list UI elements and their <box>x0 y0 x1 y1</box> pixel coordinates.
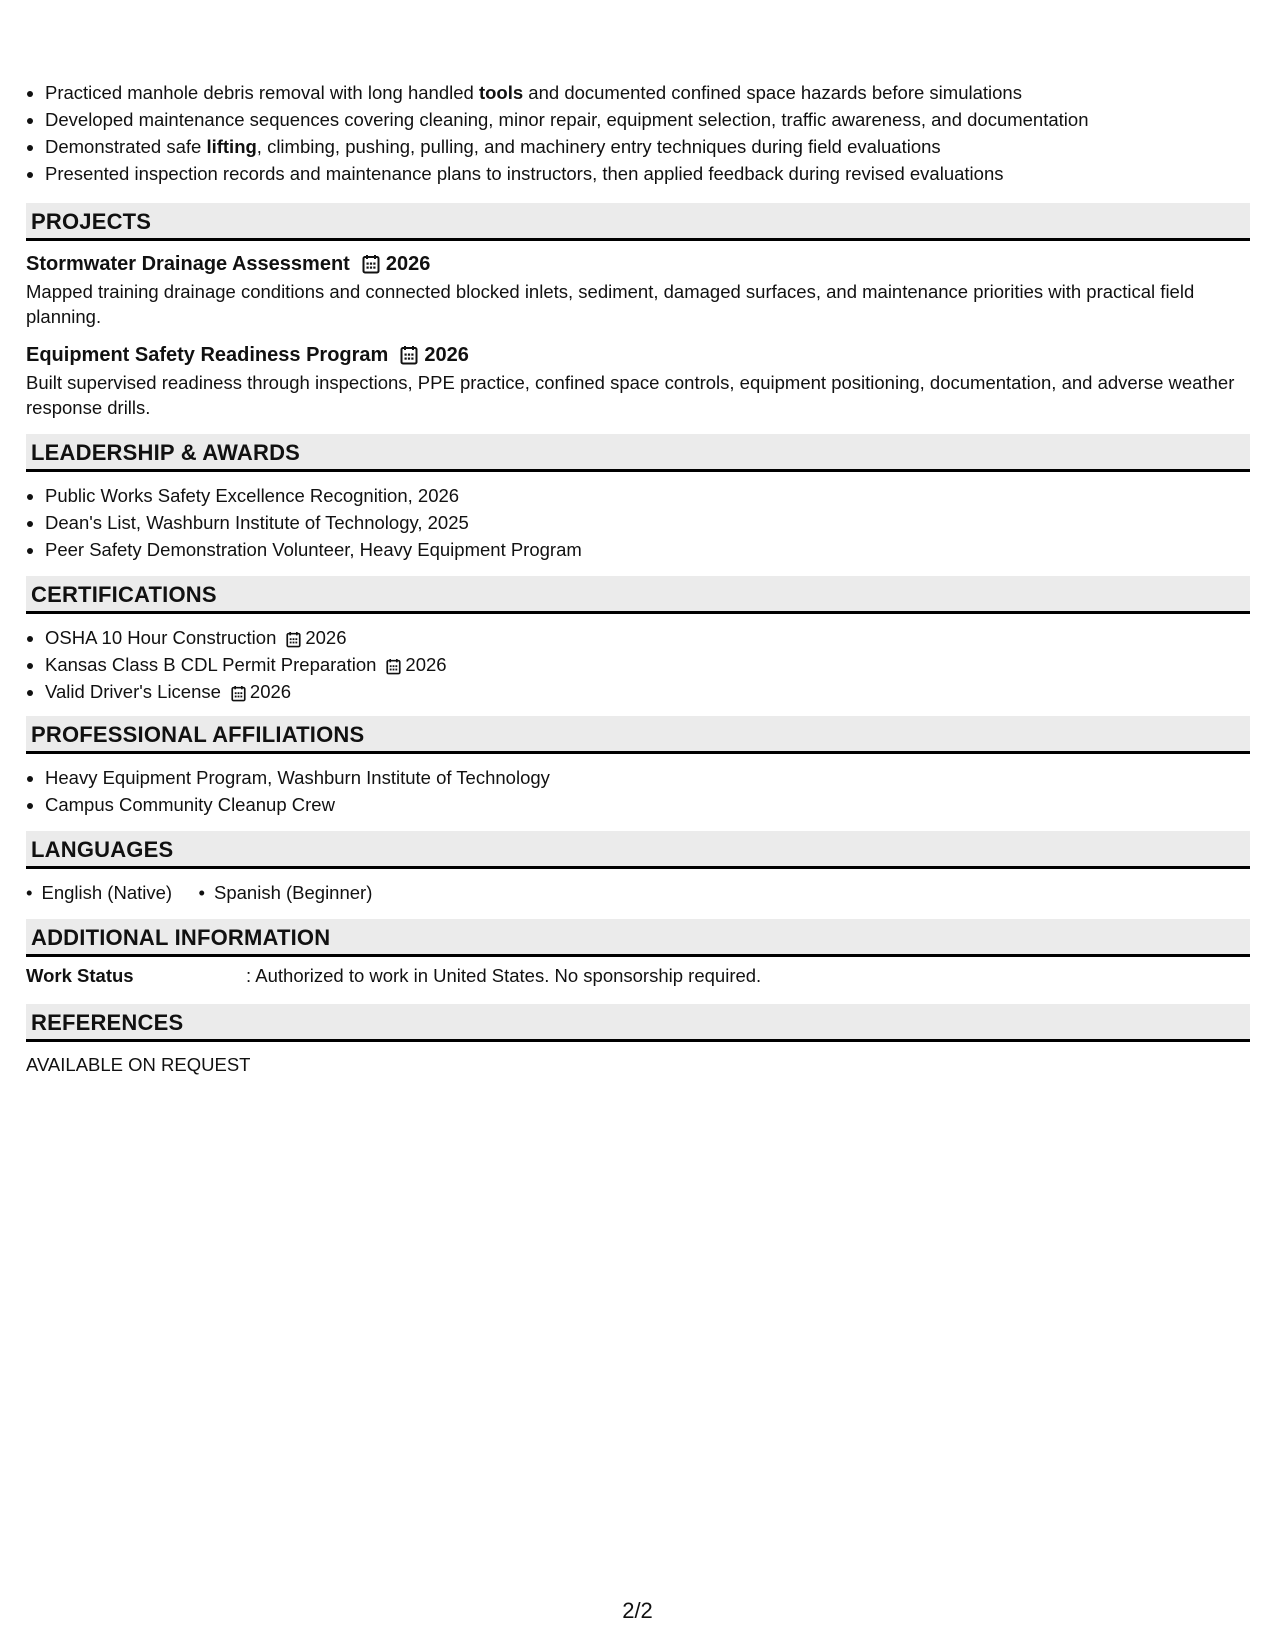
section-header-leadership <box>26 434 1250 472</box>
list-item: • Campus Community Cleanup Crew <box>45 791 1269 818</box>
section-title: PROFESSIONAL AFFILIATIONS <box>31 722 365 747</box>
certification-name: Valid Driver's License <box>45 681 221 702</box>
languages-list <box>26 879 1250 906</box>
section-header-references <box>26 1004 1250 1042</box>
list-item: • Peer Safety Demonstration Volunteer, Heavy Equipment Program <box>45 536 1269 563</box>
section-title: LEADERSHIP & AWARDS <box>31 440 301 465</box>
list-item <box>45 624 1269 651</box>
section-title: PROJECTS <box>31 209 152 234</box>
certification-name: Kansas Class B CDL Permit Preparation <box>45 654 377 675</box>
list-item <box>45 651 1269 678</box>
list-item: • Spanish (Beginner) <box>199 879 373 906</box>
section-header-certifications <box>26 576 1250 614</box>
references-text: AVAILABLE ON REQUEST <box>26 1054 251 1075</box>
certification-year: 2026 <box>305 627 347 648</box>
project-year: 2026 <box>424 344 469 366</box>
list-item: • Demonstrated safe lifting, climbing, pushing, pulling, and machinery entry techniques during field evaluations <box>45 133 1269 160</box>
certification-year: 2026 <box>249 681 292 702</box>
leadership-list <box>26 482 1269 563</box>
calendar-icon <box>386 658 401 675</box>
calendar-icon <box>286 631 301 648</box>
section-header-projects <box>26 203 1250 241</box>
section-title: ADDITIONAL INFORMATION <box>31 925 331 950</box>
project-item <box>26 342 1250 420</box>
list-item: • Public Works Safety Excellence Recognition, 2026 <box>45 482 1269 509</box>
affiliations-list <box>26 764 1269 818</box>
calendar-icon <box>362 254 380 274</box>
section-title: CERTIFICATIONS <box>31 582 217 607</box>
project-title: Equipment Safety Readiness Program <box>26 344 389 366</box>
certifications-list <box>26 624 1269 705</box>
list-item: • Developed maintenance sequences covering cleaning, minor repair, equipment selection, traffic awareness, and documentation <box>45 106 1269 133</box>
list-item: • Dean's List, Washburn Institute of Technology, 2025 <box>45 509 1269 536</box>
calendar-icon <box>231 685 246 702</box>
section-header-additional-info <box>26 919 1250 957</box>
experience-bullets <box>26 79 1269 187</box>
page-number: 2/2 <box>622 1598 653 1623</box>
project-description: Mapped training drainage conditions and connected blocked inlets, sediment, damaged surfaces, and maintenance priorities with practical field planning. <box>26 281 1195 327</box>
certification-name: OSHA 10 Hour Construction <box>45 627 277 648</box>
work-status-label: Work Status <box>26 965 134 986</box>
section-header-affiliations <box>26 716 1250 754</box>
work-status-row <box>26 963 1250 989</box>
project-title: Stormwater Drainage Assessment <box>26 253 350 275</box>
section-header-languages <box>26 831 1250 869</box>
list-item: • Practiced manhole debris removal with long handled tools and documented confined space hazards before simulations <box>45 79 1269 106</box>
calendar-icon <box>400 345 418 365</box>
list-item: • Heavy Equipment Program, Washburn Institute of Technology <box>45 764 1269 791</box>
certification-year: 2026 <box>405 654 447 675</box>
work-status-value: : Authorized to work in United States. No sponsorship required. <box>246 965 762 986</box>
project-year: 2026 <box>385 253 431 275</box>
project-description: Built supervised readiness through inspections, PPE practice, confined space controls, equipment positioning, documentation, and adverse weather response drills. <box>26 372 1235 418</box>
project-item <box>26 251 1250 329</box>
section-title: LANGUAGES <box>31 837 174 862</box>
list-item: • Presented inspection records and maintenance plans to instructors, then applied feedback during revised evaluations <box>45 160 1269 187</box>
list-item <box>45 678 1269 705</box>
section-title: REFERENCES <box>31 1010 184 1035</box>
list-item: • English (Native) <box>26 879 172 906</box>
